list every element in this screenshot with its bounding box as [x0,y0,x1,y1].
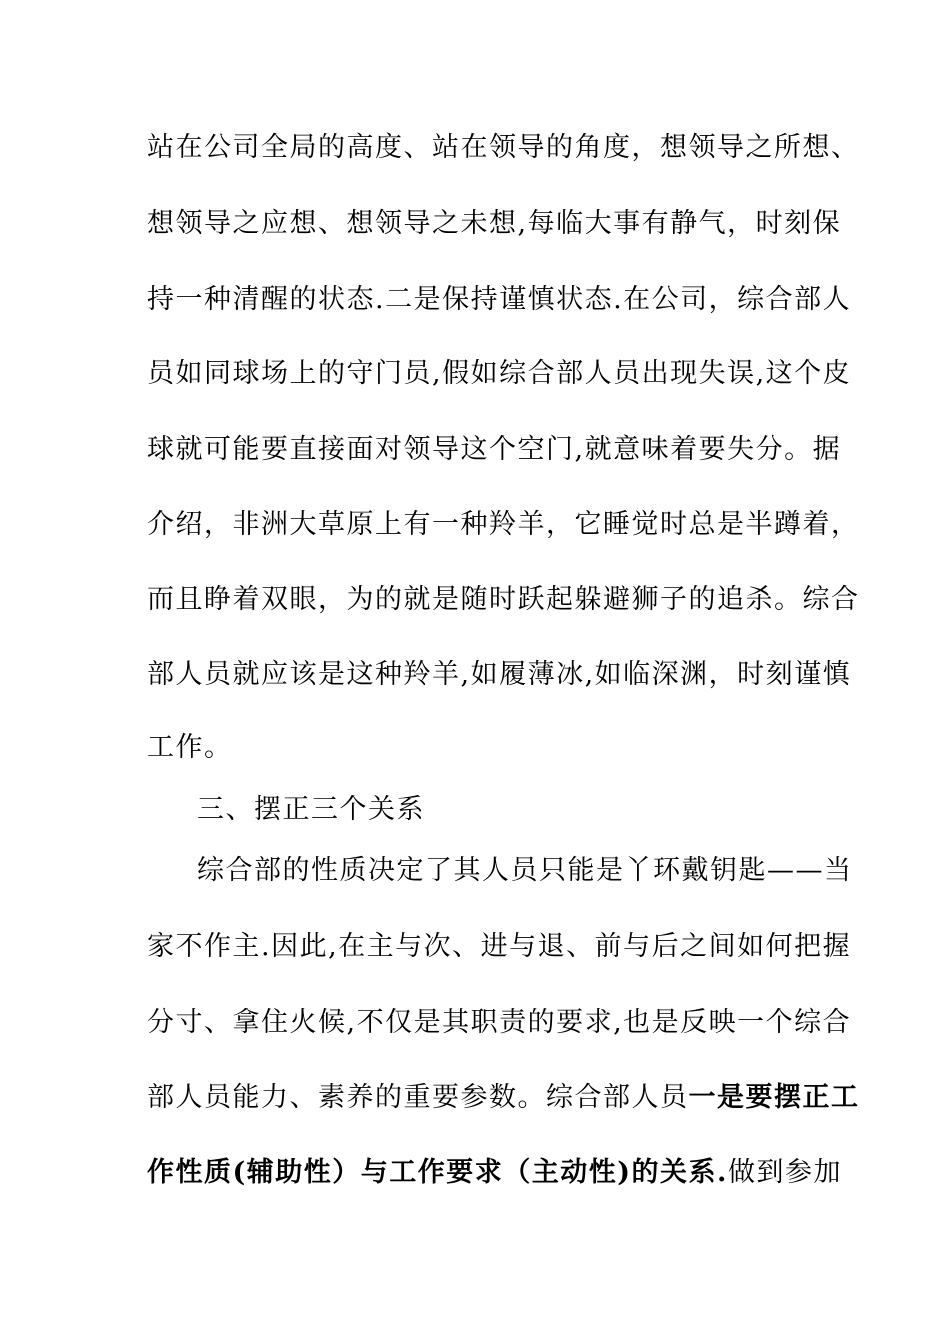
text-line-9: 工作。 [147,732,233,763]
bold-text: 作性质(辅助性）与工作要求（主动性)的关系. [147,1157,728,1188]
normal-text: 部人员能力、素养的重要参数。综合部人员 [147,1082,689,1113]
text-line-12 [147,1078,860,1118]
bold-text: 一是要摆正工 [688,1082,860,1113]
text-line-3: 持一种清醒的状态.二是保持谨慎状态.在公司，综合部人 [147,284,852,315]
text-line-11: 分寸、拿住火候,不仅是其职责的要求,也是反映一个综合 [147,1007,852,1038]
text-line-13 [147,1153,842,1193]
text-line-10: 家不作主.因此,在主与次、进与退、前与后之间如何把握 [147,931,852,962]
text-line-6: 介绍，非洲大草原上有一种羚羊，它睡觉时总是半蹲着， [147,509,860,540]
normal-text: 做到参加 [727,1157,842,1188]
section-heading: 三、摆正三个关系 [197,794,425,825]
text-line-1: 站在公司全局的高度、站在领导的角度，想领导之所想、 [147,132,860,163]
text-line-5: 球就可能要直接面对领导这个空门,就意味着要失分。据 [147,434,842,465]
text-line-7: 而且睁着双眼，为的就是随时跃起躲避狮子的追杀。综合 [147,584,860,615]
paragraph-first-line: 综合部的性质决定了其人员只能是丫环戴钥匙——当 [197,855,853,886]
text-line-2: 想领导之应想、想领导之未想,每临大事有静气，时刻保 [147,208,842,239]
text-line-8: 部人员就应该是这种羚羊,如履薄冰,如临深渊，时刻谨慎 [147,659,852,690]
text-line-4: 员如同球场上的守门员,假如综合部人员出现失误,这个皮 [147,358,852,389]
